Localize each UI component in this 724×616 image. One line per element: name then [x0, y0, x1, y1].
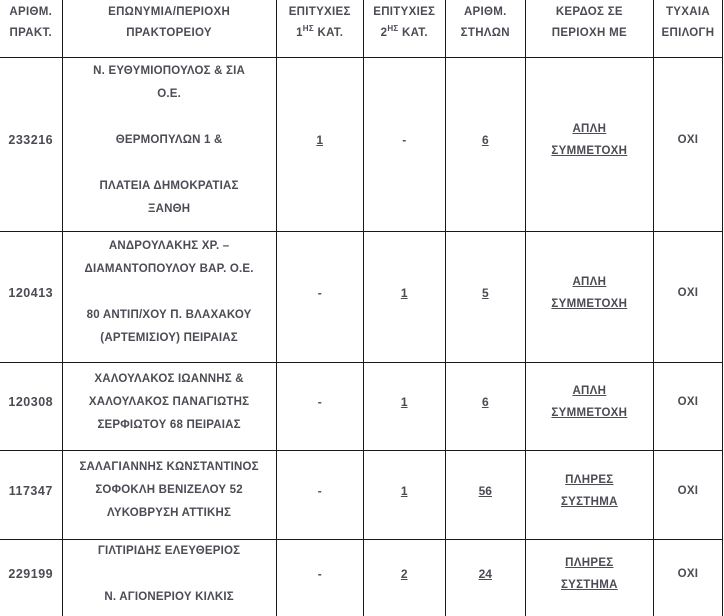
wins-cat1-cell	[276, 231, 363, 362]
superscript: ΗΣ	[302, 24, 314, 34]
agency-row	[0, 362, 723, 450]
wins-cat1-cell	[276, 362, 363, 450]
header-profit-area	[525, 0, 653, 57]
wins-cat2-link[interactable]: 1	[400, 483, 408, 498]
header-line: ΑΡΙΘΜ.	[9, 6, 53, 19]
agency-name-cell: ΓΙΛΤΙΡΙΔΗΣ ΕΛΕΥΘΕΡΙΟΣ Ν. ΑΓΙΟΝΕΡΙΟΥ ΚΙΛΚΙΣ	[62, 539, 276, 616]
wins-cat2-cell	[363, 231, 445, 362]
header-wins-cat1	[276, 0, 363, 57]
agency-number-cell: 120308	[0, 362, 62, 450]
header-random-pick	[653, 0, 722, 57]
profit-type-link[interactable]: ΑΠΛΗ ΣΥΜΜΕΤΟΧΗ	[551, 385, 628, 419]
wins-cat2-cell	[363, 539, 445, 616]
wins-cat1-cell	[276, 539, 363, 616]
header-agency-number	[0, 0, 62, 57]
agency-row	[0, 539, 723, 616]
profit-area-cell	[525, 57, 653, 231]
wins-cat2-value: -	[402, 133, 407, 147]
agency-row	[0, 231, 723, 362]
columns-count-cell	[445, 57, 525, 231]
wins-cat2-link[interactable]: 1	[400, 285, 408, 300]
wins-cat1-value: -	[317, 285, 322, 300]
table-header-row	[0, 0, 723, 57]
header-wins-cat2	[363, 0, 445, 57]
wins-cat1-value: -	[317, 483, 322, 498]
wins-cat1-cell	[276, 450, 363, 539]
header-line: ΕΠΙΤΥΧΙΕΣ	[288, 6, 351, 19]
superscript: ΗΣ	[387, 24, 399, 34]
random-pick-cell: ΟΧΙ	[653, 539, 722, 616]
wins-cat2-link[interactable]: 1	[400, 395, 408, 409]
profit-type-link[interactable]: ΑΠΛΗ ΣΥΜΜΕΤΟΧΗ	[551, 275, 628, 310]
header-line: $2^{H\Sigma}$ ΚΑΤ.	[380, 24, 428, 40]
header-line: ΚΕΡΔΟΣ ΣΕ	[555, 6, 623, 19]
wins-cat1-cell	[276, 57, 363, 231]
agency-row	[0, 450, 723, 539]
wins-cat1-value: -	[317, 395, 322, 409]
agency-number-cell: 117347	[0, 450, 62, 539]
header-line: ΠΕΡΙΟΧΗ ΜΕ	[551, 27, 627, 40]
profit-type-link[interactable]: ΠΛΗΡΕΣ ΣΥΣΤΗΜΑ	[560, 473, 618, 508]
profit-area-cell	[525, 450, 653, 539]
wins-cat1-value: -	[317, 567, 322, 581]
agency-name-cell: ΣΑΛΑΓΙΑΝΝΗΣ ΚΩΝΣΤΑΝΤΙΝΟΣ ΣΟΦΟΚΛΗ ΒΕΝΙΖΕΛΟΥ 52 ΛΥΚΟΒΡΥΣΗ ΑΤΤΙΚΗΣ	[62, 450, 276, 539]
profit-area-cell	[525, 539, 653, 616]
agency-number-cell: 120413	[0, 231, 62, 362]
columns-count-link[interactable]: 6	[481, 133, 489, 147]
columns-count-link[interactable]: 24	[478, 567, 492, 581]
profit-area-cell	[525, 362, 653, 450]
header-line: $1^{H\Sigma}$ ΚΑΤ.	[296, 24, 344, 40]
agency-number-cell: 229199	[0, 539, 62, 616]
agency-number-cell: 233216	[0, 57, 62, 231]
header-line: ΠΡΑΚΤ.	[9, 27, 53, 40]
header-line: ΣΤΗΛΩΝ	[460, 27, 510, 40]
random-pick-cell: ΟΧΙ	[653, 450, 722, 539]
wins-cat2-link[interactable]: 2	[400, 567, 408, 581]
header-line: ΠΡΑΚΤΟΡΕΙΟΥ	[126, 27, 212, 40]
wins-cat2-cell	[363, 57, 445, 231]
agency-row	[0, 57, 723, 231]
agency-name-cell: Ν. ΕΥΘΥΜΙΟΠΟΥΛΟΣ & ΣΙΑ Ο.Ε. ΘΕΡΜΟΠΥΛΩΝ 1 & ΠΛΑΤΕΙΑ ΔΗΜΟΚΡΑΤΙΑΣ ΞΑΝΘΗ	[62, 57, 276, 231]
profit-type-link[interactable]: ΑΠΛΗ ΣΥΜΜΕΤΟΧΗ	[551, 123, 628, 157]
random-pick-cell: ΟΧΙ	[653, 231, 722, 362]
header-line: ΕΠΙΤΥΧΙΕΣ	[373, 6, 436, 19]
header-agency-name	[62, 0, 276, 57]
profit-area-cell	[525, 231, 653, 362]
agency-name-cell: ΧΑΛΟΥΛΑΚΟΣ ΙΩΑΝΝΗΣ & ΧΑΛΟΥΛΑΚΟΣ ΠΑΝΑΓΙΩΤΗΣ ΣΕΡΦΙΩΤΟΥ 68 ΠΕΙΡΑΙΑΣ	[62, 362, 276, 450]
columns-count-link[interactable]: 5	[481, 285, 489, 300]
header-line: ΕΠΩΝΥΜΙΑ/ΠΕΡΙΟΧΗ	[108, 6, 231, 19]
header-line: ΑΡΙΘΜ.	[463, 6, 507, 19]
wins-cat2-cell	[363, 450, 445, 539]
profit-type-link[interactable]: ΠΛΗΡΕΣ ΣΥΣΤΗΜΑ	[560, 557, 618, 591]
columns-count-cell	[445, 231, 525, 362]
columns-count-link[interactable]: 6	[481, 395, 489, 409]
random-pick-cell: ΟΧΙ	[653, 57, 722, 231]
header-line: ΤΥΧΑΙΑ	[665, 6, 710, 19]
wins-cat1-link[interactable]: 1	[316, 133, 324, 147]
columns-count-cell	[445, 539, 525, 616]
random-pick-cell: ΟΧΙ	[653, 362, 722, 450]
columns-count-link[interactable]: 56	[478, 483, 492, 498]
columns-count-cell	[445, 362, 525, 450]
columns-count-cell	[445, 450, 525, 539]
wins-cat2-cell	[363, 362, 445, 450]
header-columns-count	[445, 0, 525, 57]
agency-name-cell: ΑΝΔΡΟΥΛΑΚΗΣ ΧΡ. – ΔΙΑΜΑΝΤΟΠΟΥΛΟΥ ΒΑΡ. Ο.Ε. 80 ΑΝΤΙΠ/ΧΟΥ Π. ΒΛΑΧΑΚΟΥ (ΑΡΤΕΜΙΣΙΟΥ) ΠΕΙΡΑΙΑΣ	[62, 231, 276, 362]
header-line: ΕΠΙΛΟΓΗ	[661, 27, 715, 40]
